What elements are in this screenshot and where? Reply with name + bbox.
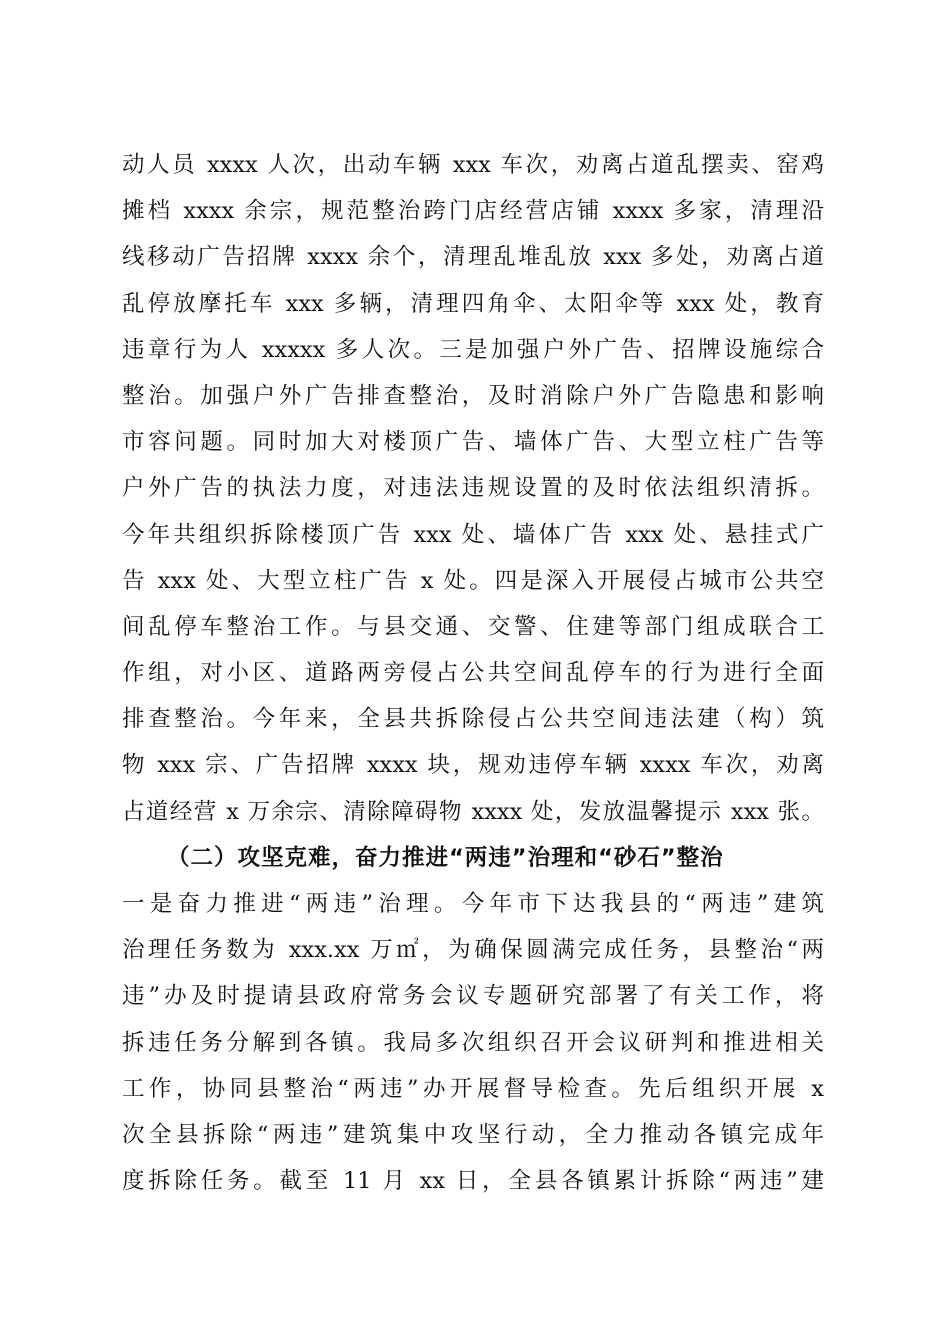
text-line: 动人员 xxxx 人次，出动车辆 xxx 车次，劝离占道乱摆卖、窑鸡 [122,152,824,178]
text-line: 摊档 xxxx 余宗，规范整治跨门店经营店铺 xxxx 多家，清理沿 [122,198,824,225]
section-heading: （二）攻坚克难，奋力推进“两违”治理和“砂石”整治 [167,844,724,871]
text-line: 整治。加强户外广告排查整治，及时消除户外广告隐患和影响 [122,382,824,409]
text-line: 违章行为人 xxxxx 多人次。三是加强户外广告、招牌设施综合 [122,336,824,363]
text-line: 间乱停车整治工作。与县交通、交警、住建等部门组成联合工 [122,613,824,640]
text-line: 拆违任务分解到各镇。我局多次组织召开会议研判和推进相关 [122,1029,824,1056]
text-line: 治理任务数为 xxx.xx 万㎡，为确保圆满完成任务，县整治“两 [122,937,824,964]
text-line: 作组，对小区、道路两旁侵占公共空间乱停车的行为进行全面 [122,660,824,687]
text-line: 工作，协同县整治“两违”办开展督导检查。先后组织开展 x [122,1075,824,1102]
text-line: 排查整治。今年来，全县共拆除侵占公共空间违法建（构）筑 [122,706,824,733]
text-line: 告 xxx 处、大型立柱广告 x 处。四是深入开展侵占城市公共空 [122,567,824,594]
text-line: 市容问题。同时加大对楼顶广告、墙体广告、大型立柱广告等 [122,429,824,456]
text-line: 次全县拆除“两违”建筑集中攻坚行动，全力推动各镇完成年 [122,1121,824,1148]
text-line: 占道经营 x 万余宗、清除障碍物 xxxx 处，发放温馨提示 xxx 张。 [122,798,824,825]
text-line: 今年共组织拆除楼顶广告 xxx 处、墙体广告 xxx 处、悬挂式广 [122,521,824,548]
text-line: 户外广告的执法力度，对违法违规设置的及时依法组织清拆。 [122,475,824,502]
text-line: 一是奋力推进“两违”治理。今年市下达我县的“两违”建筑 [122,891,824,917]
text-line: 度拆除任务。截至 11 月 xx 日，全县各镇累计拆除“两违”建 [122,1168,824,1195]
text-line: 违”办及时提请县政府常务会议专题研究部署了有关工作，将 [122,983,824,1010]
text-line: 物 xxx 宗、广告招牌 xxxx 块，规劝违停车辆 xxxx 车次，劝离 [122,752,824,779]
text-line: 线移动广告招牌 xxxx 余个，清理乱堆乱放 xxx 多处，劝离占道 [122,244,824,271]
body-text [122,142,824,1204]
text-line: 乱停放摩托车 xxx 多辆，清理四角伞、太阳伞等 xxx 处，教育 [122,290,824,317]
